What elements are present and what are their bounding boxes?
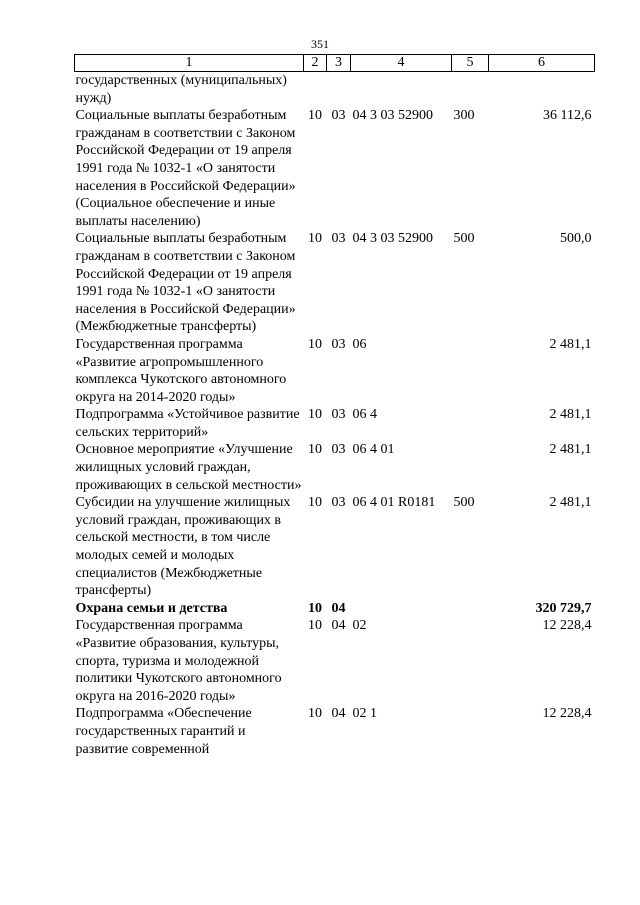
header-col-3: 3: [327, 55, 351, 72]
row-section-code: 10: [308, 108, 322, 124]
row-amount: 2 481,1: [549, 336, 592, 352]
row-expense-type: 500: [453, 231, 475, 247]
row-name: Государственная программа «Развитие образования, культуры, спорта, туризма и молодежной политики Чукотского автономного округа на 2016-2020 годы»: [75, 618, 282, 704]
row-amount: 12 228,4: [542, 706, 592, 722]
row-target-article: [351, 600, 452, 618]
row-subsection-code: 03: [331, 231, 346, 247]
row-section-code: 10: [308, 706, 322, 722]
row-subsection-code: 03: [331, 442, 346, 458]
row-expense-type: [452, 441, 489, 494]
row-section-code: 10: [308, 495, 322, 511]
table-row: [75, 406, 595, 441]
row-amount: 320 729,7: [535, 600, 592, 616]
row-expense-type: 500: [453, 495, 475, 511]
budget-table: [74, 54, 595, 758]
table-row: [75, 230, 595, 336]
row-section-code: 10: [308, 336, 322, 352]
row-name: Социальные выплаты безработным гражданам в соответствии с Законом Российской Федерации от 19 апреля 1991 года № 1032-1 «О занятости населения в Российской Федерации» (Социальное обеспечение и иные выплаты населению): [75, 108, 296, 229]
row-target-article: 02 1: [352, 706, 377, 722]
row-expense-type: [452, 336, 489, 406]
table-row: [75, 72, 595, 108]
row-name: Субсидии на улучшение жилищных условий граждан, проживающих в сельской местности, в том числе молодых семей и молодых специалистов (Межбюджетные трансферты): [75, 495, 291, 599]
row-amount: 2 481,1: [549, 442, 592, 458]
row-section-code: 10: [308, 407, 322, 423]
row-name: государственных (муниципальных) нужд): [75, 73, 287, 106]
row-amount: [489, 72, 595, 108]
row-name: Подпрограмма «Устойчивое развитие сельских территорий»: [75, 407, 300, 440]
row-name: Основное мероприятие «Улучшение жилищных условий граждан, проживающих в сельской местности»: [75, 442, 302, 493]
row-target-article: 02: [352, 618, 367, 634]
row-subsection-code: 03: [331, 108, 346, 124]
row-subsection-code: 04: [331, 600, 346, 616]
row-section-code: [304, 72, 327, 108]
header-col-6: 6: [489, 55, 595, 72]
row-target-article: 06: [352, 336, 367, 352]
row-expense-type: 300: [453, 108, 475, 124]
row-name: Государственная программа «Развитие агропромышленного комплекса Чукотского автономного округа на 2014-2020 годы»: [75, 336, 287, 405]
row-target-article: 06 4 01 R0181: [352, 495, 436, 511]
row-target-article: 06 4: [352, 407, 377, 423]
row-section-code: 10: [308, 442, 322, 458]
row-amount: 2 481,1: [549, 495, 592, 511]
row-target-article: 06 4 01: [352, 442, 395, 458]
table-row: [75, 441, 595, 494]
row-subsection-code: 04: [331, 618, 346, 634]
row-expense-type: [452, 72, 489, 108]
row-subsection-code: 03: [331, 336, 346, 352]
header-col-5: 5: [452, 55, 489, 72]
row-expense-type: [452, 406, 489, 441]
row-subsection-code: [327, 72, 351, 108]
row-section-code: 10: [308, 231, 322, 247]
table-row: [75, 705, 595, 758]
row-amount: 36 112,6: [543, 108, 592, 124]
table-row: [75, 107, 595, 230]
table-row: [75, 336, 595, 406]
row-target-article: [351, 72, 452, 108]
row-amount: 500,0: [560, 231, 592, 247]
header-col-4: 4: [351, 55, 452, 72]
row-section-code: 10: [308, 600, 322, 616]
row-name: Социальные выплаты безработным гражданам в соответствии с Законом Российской Федерации от 19 апреля 1991 года № 1032-1 «О занятости населения в Российской Федерации» (Межбюджетные трансферты): [75, 231, 296, 335]
row-target-article: 04 3 03 52900: [352, 108, 433, 124]
header-col-2: 2: [304, 55, 327, 72]
row-target-article: 04 3 03 52900: [352, 231, 433, 247]
table-row: [75, 494, 595, 600]
table-body: [75, 72, 595, 759]
row-amount: 12 228,4: [542, 618, 592, 634]
row-expense-type: [452, 705, 489, 758]
row-section-code: 10: [308, 618, 322, 634]
page-number: 351: [311, 37, 329, 51]
table-row: [75, 617, 595, 705]
row-amount: 2 481,1: [549, 407, 592, 423]
row-expense-type: [452, 600, 489, 618]
row-subsection-code: 04: [331, 706, 346, 722]
row-expense-type: [452, 617, 489, 705]
row-name: Охрана семьи и детства: [75, 600, 228, 616]
table-row: [75, 600, 595, 618]
row-name: Подпрограмма «Обеспечение государственных гарантий и развитие современной: [75, 706, 252, 757]
row-subsection-code: 03: [331, 407, 346, 423]
header-row: [75, 55, 595, 72]
header-col-1: 1: [75, 55, 304, 72]
row-subsection-code: 03: [331, 495, 346, 511]
table-header: [75, 55, 595, 72]
